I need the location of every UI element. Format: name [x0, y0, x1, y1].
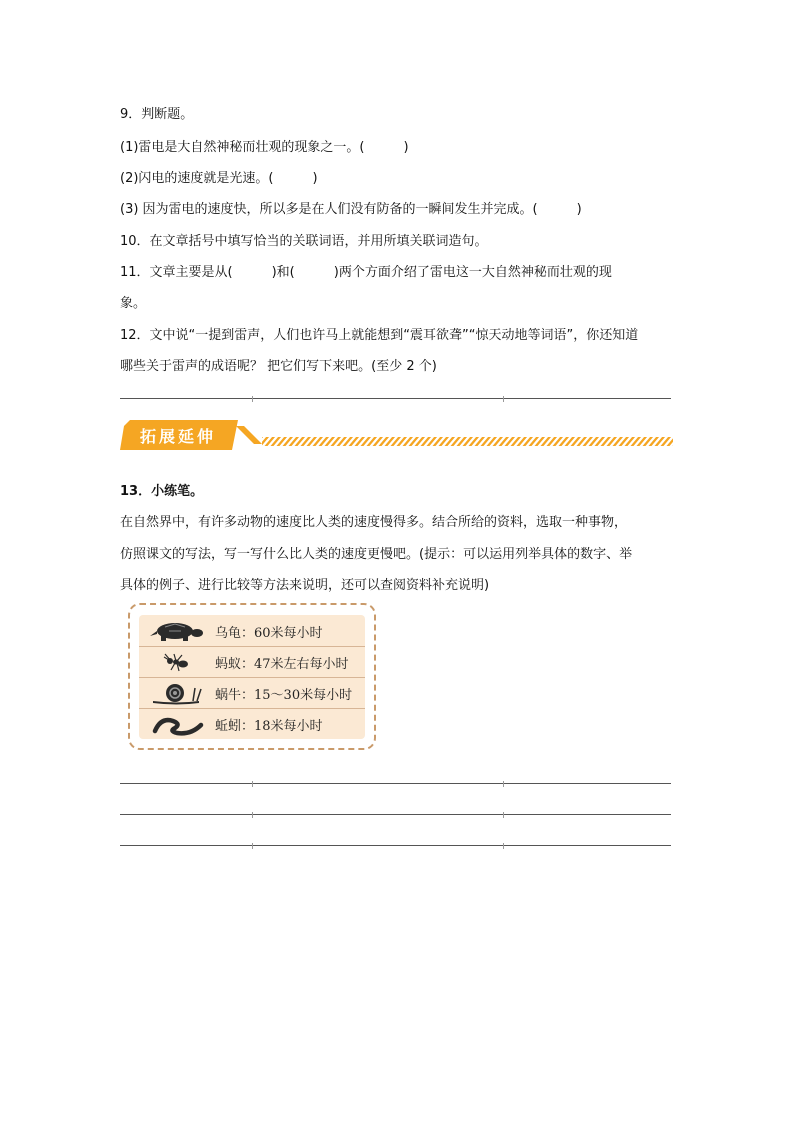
animal-row-earthworm — [139, 708, 365, 739]
animal-text: 蚂蚁：47米左右每小时 — [215, 657, 349, 672]
animal-text: 蜗牛：15～30米每小时 — [215, 688, 353, 703]
answer-line-tick — [252, 843, 253, 849]
answer-line-q13-2[interactable] — [120, 814, 671, 815]
q9-item-1: (1)雷电是大自然神秘而壮观的现象之一。( ) — [120, 140, 409, 155]
animal-speed-list — [139, 615, 365, 739]
q13-line-3: 具体的例子、进行比较等方法来说明，还可以查阅资料补充说明) — [120, 578, 490, 593]
animal-row-ant — [139, 646, 365, 678]
animal-speed-box — [128, 603, 376, 750]
snail-icon — [147, 680, 207, 705]
q9-title: 9．判断题。 — [120, 107, 194, 122]
banner-hatch-stripe — [262, 437, 673, 446]
answer-line-tick — [252, 396, 253, 402]
q11-line-2: 象。 — [120, 296, 147, 311]
q12-line-1: 12．文中说“一提到雷声，人们也许马上就能想到“震耳欲聋”“惊天动地等词语”，你还知道 — [120, 328, 639, 343]
answer-line-q13-3[interactable] — [120, 845, 671, 846]
answer-line-q12[interactable] — [120, 398, 671, 399]
turtle-icon — [147, 618, 207, 643]
q9-item-3: (3) 因为雷电的速度快，所以多是在人们没有防备的一瞬间发生并完成。( ) — [120, 202, 582, 217]
q11-line-1: 11．文章主要是从( )和( )两个方面介绍了雷电这一大自然神秘而壮观的现 — [120, 265, 612, 280]
q13-line-1: 在自然界中，有许多动物的速度比人类的速度慢得多。结合所给的资料，选取一种事物， — [120, 515, 628, 530]
answer-line-q13-1[interactable] — [120, 783, 671, 784]
answer-line-tick — [503, 396, 504, 402]
earthworm-icon — [147, 711, 207, 736]
answer-line-tick — [503, 843, 504, 849]
q10-text: 10．在文章括号中填写恰当的关联词语，并用所填关联词造句。 — [120, 234, 488, 249]
q13-line-2: 仿照课文的写法，写一写什么比人类的速度更慢吧。(提示：可以运用列举具体的数字、举 — [120, 547, 633, 562]
answer-line-tick — [252, 812, 253, 818]
animal-row-turtle — [139, 615, 365, 647]
ant-icon — [147, 649, 207, 674]
answer-line-tick — [503, 812, 504, 818]
answer-line-tick — [252, 781, 253, 787]
answer-line-tick — [503, 781, 504, 787]
q13-title: 13．小练笔。 — [120, 484, 204, 499]
animal-text: 乌龟：60米每小时 — [215, 626, 323, 641]
animal-row-snail — [139, 677, 365, 709]
animal-text: 蚯蚓：18米每小时 — [215, 719, 323, 734]
section-banner-label: 拓展延伸 — [140, 427, 217, 446]
q12-line-2: 哪些关于雷声的成语呢？ 把它们写下来吧。(至少 2 个) — [120, 359, 437, 374]
q9-item-2: (2)闪电的速度就是光速。( ) — [120, 171, 318, 186]
